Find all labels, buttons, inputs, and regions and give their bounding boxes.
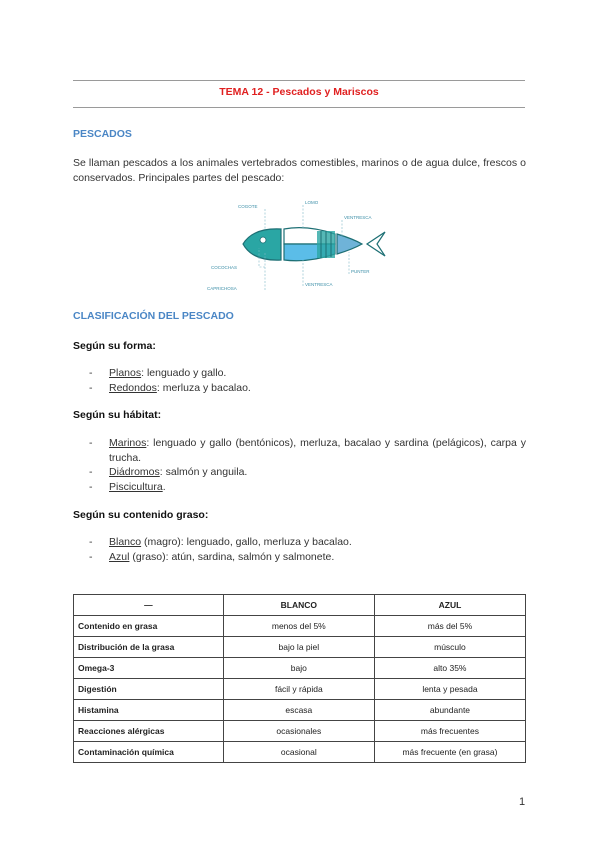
table-row-label: Histamina [74,700,224,721]
table-cell: menos del 5% [223,616,374,637]
table-cell: ocasional [223,742,374,763]
table-header-cell: BLANCO [223,595,374,616]
title-rule [73,107,525,108]
fish-eye [260,237,266,243]
forma-list [73,366,526,395]
graso-heading: Según su contenido graso: [73,509,209,521]
table-header-cell: AZUL [374,595,525,616]
table-cell: lenta y pesada [374,679,525,700]
table-row [74,721,526,742]
list-item: - Redondos: merluza y bacalao. [89,381,251,394]
table-row [74,637,526,658]
section-heading-clasificacion: CLASIFICACIÓN DEL PESCADO [73,310,234,322]
habitat-heading: Según su hábitat: [73,409,162,421]
list-item: - Diádromos: salmón y anguila. [89,466,248,478]
page-number: 1 [519,796,526,808]
table-row [74,700,526,721]
table-cell: músculo [374,637,525,658]
label-cola: PUNTER [351,269,370,274]
comparison-table [73,594,526,763]
top-rule [73,80,525,81]
table-cell: escasa [223,700,374,721]
table-row-label: Distribución de la grasa [74,637,224,658]
list-item: - Planos: lenguado y gallo. [89,367,227,379]
section-heading-pescados: PESCADOS [73,128,132,140]
table-row-label: Contaminación química [74,742,224,763]
table-cell: abundante [374,700,525,721]
table-row-label: Reacciones alérgicas [74,721,224,742]
fish-head [243,229,281,260]
table-header-row [74,595,526,616]
table-row-label: Digestión [74,679,224,700]
table-cell: más frecuente (en grasa) [374,742,525,763]
table-row-label: Omega-3 [74,658,224,679]
label-cogote: COGOTE [238,204,258,209]
table-cell: alto 35% [374,658,525,679]
list-item: - Blanco (magro): lenguado, gallo, merluza y bacalao. [89,536,352,548]
list-item: - Azul (graso): atún, sardina, salmón y salmonete. [89,550,335,563]
table-row [74,742,526,763]
table-row [74,616,526,637]
fish-parts-diagram [205,196,395,296]
table-cell: bajo [223,658,374,679]
table-cell: más del 5% [374,616,525,637]
fish-tail-fin [367,232,385,256]
list-item: - Piscicultura. [89,480,166,493]
habitat-list [73,436,526,494]
table-header-cell: — [74,595,224,616]
table-row [74,658,526,679]
table-cell: fácil y rápida [223,679,374,700]
table-cell: ocasionales [223,721,374,742]
graso-list [73,535,526,564]
intro-paragraph: Se llaman pescados a los animales vertebrados comestibles, marinos o de agua dulce, frescos o conservados. Principales partes del pescado: [73,157,526,184]
label-ventresca: VENTRESCA [305,282,333,287]
fish-rear [337,234,362,254]
label-cabeza: CAPRICHOSA [207,286,237,291]
table-row-label: Contenido en grasa [74,616,224,637]
forma-heading: Según su forma: [73,340,156,352]
label-ventresca-top: VENTRESCA [344,215,372,220]
table-cell: más frecuentes [374,721,525,742]
table-row [74,679,526,700]
page-title: TEMA 12 - Pescados y Mariscos [219,86,379,98]
list-item: - Marinos: lenguado y gallo (bentónicos), merluza, bacalao y sardina (pelágicos), carpa y trucha. [89,437,526,464]
table-cell: bajo la piel [223,637,374,658]
label-lomo: LOMO [305,200,319,205]
label-cocochas: COCOCHAS [211,265,238,270]
